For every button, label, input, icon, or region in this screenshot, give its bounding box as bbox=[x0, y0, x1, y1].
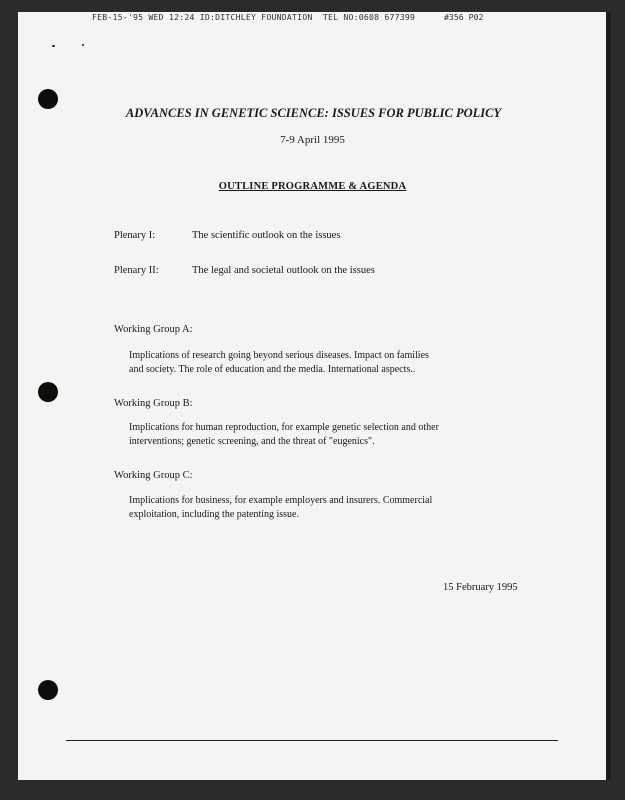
event-dates: 7-9 April 1995 bbox=[280, 134, 345, 146]
working-group-b-label: Working Group B: bbox=[114, 398, 193, 409]
page-edge-shadow bbox=[606, 12, 611, 780]
working-group-a-line-2: and society. The role of education and the media. International aspects.. bbox=[129, 364, 416, 375]
working-group-a-label: Working Group A: bbox=[114, 324, 193, 335]
working-group-b-line-2: interventions; genetic screening, and the threat of "eugenics". bbox=[129, 436, 375, 447]
document-date: 15 February 1995 bbox=[443, 582, 518, 593]
working-group-b-line-1: Implications for human reproduction, for example genetic selection and other bbox=[129, 422, 439, 433]
working-group-c-line-1: Implications for business, for example employers and insurers. Commercial bbox=[129, 495, 433, 506]
punch-hole-middle bbox=[38, 382, 58, 402]
working-group-a-description bbox=[129, 349, 459, 377]
plenary-2-description: The legal and societal outlook on the issues bbox=[192, 265, 375, 276]
plenary-1-label: Plenary I: bbox=[114, 230, 156, 241]
fax-page-reference: #356 P02 bbox=[444, 12, 484, 22]
document-subtitle: OUTLINE PROGRAMME & AGENDA bbox=[218, 181, 407, 192]
document-page bbox=[18, 12, 606, 780]
scan-speck bbox=[52, 45, 55, 47]
punch-hole-bottom bbox=[38, 680, 58, 700]
footer-rule bbox=[66, 740, 558, 741]
plenary-2-label: Plenary II: bbox=[114, 265, 159, 276]
scan-speck bbox=[82, 44, 84, 46]
working-group-a-line-1: Implications of research going beyond serious diseases. Impact on families bbox=[129, 350, 429, 361]
working-group-c-description bbox=[129, 494, 459, 522]
plenary-1-description: The scientific outlook on the issues bbox=[192, 230, 341, 241]
document-title: ADVANCES IN GENETIC SCIENCE: ISSUES FOR PUBLIC POLICY bbox=[125, 106, 502, 120]
fax-header-line: FEB-15-'95 WED 12:24 ID:DITCHLEY FOUNDATION TEL NO:0608 677399 bbox=[92, 12, 416, 22]
working-group-c-label: Working Group C: bbox=[114, 470, 193, 481]
working-group-b-description bbox=[129, 421, 459, 449]
working-group-c-line-2: exploitation, including the patenting issue. bbox=[129, 509, 299, 520]
